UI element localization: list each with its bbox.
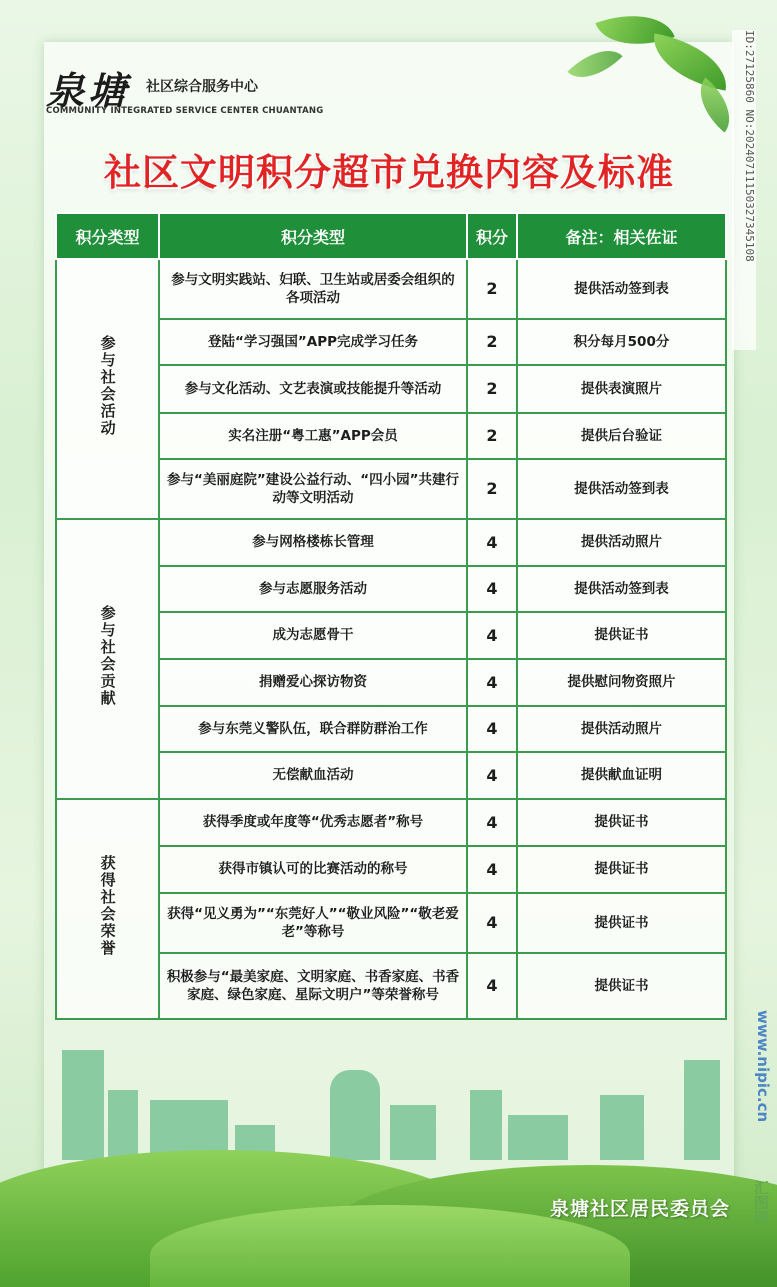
note-cell: 提供活动签到表 (517, 259, 726, 319)
skyline-building (600, 1095, 644, 1160)
watermark-id: ID:27125860 NO:20240711150327345108 (732, 30, 756, 350)
points-cell: 4 (467, 566, 517, 612)
skyline-building (684, 1060, 720, 1160)
header-points: 积分 (467, 213, 517, 259)
skyline-building (508, 1115, 568, 1160)
points-cell: 4 (467, 612, 517, 659)
header-category: 积分类型 (56, 213, 159, 259)
note-cell: 提供表演照片 (517, 365, 726, 413)
item-cell: 参与文化活动、文艺表演或技能提升等活动 (159, 365, 467, 413)
item-cell: 获得“见义勇为”“东莞好人”“敬业风险”“敬老爱老”等称号 (159, 893, 467, 953)
skyline-building (390, 1105, 436, 1160)
item-cell: 成为志愿骨干 (159, 612, 467, 659)
category-cell (56, 259, 159, 519)
item-cell: 积极参与“最美家庭、文明家庭、书香家庭、书香家庭、绿色家庭、星际文明户”等荣誉称号 (159, 953, 467, 1019)
note-cell: 提供慰问物资照片 (517, 659, 726, 706)
table-row (56, 799, 726, 846)
category-label: 参与社会活动 (98, 335, 117, 438)
note-cell: 提供证书 (517, 893, 726, 953)
skyline-building (62, 1050, 104, 1160)
category-label: 参与社会贡献 (98, 605, 117, 708)
note-cell: 提供证书 (517, 799, 726, 846)
table-header-row (56, 213, 726, 259)
item-cell: 实名注册“粤工惠”APP会员 (159, 413, 467, 459)
item-cell: 获得季度或年度等“优秀志愿者”称号 (159, 799, 467, 846)
note-cell: 积分每月500分 (517, 319, 726, 365)
table-row (56, 519, 726, 566)
footer-organization: 泉塘社区居民委员会 (549, 1198, 730, 1220)
points-cell: 4 (467, 953, 517, 1019)
category-label: 获得社会荣誉 (98, 855, 117, 958)
logo-title: 泉塘 (46, 68, 131, 113)
item-cell: 登陆“学习强国”APP完成学习任务 (159, 319, 467, 365)
points-cell: 4 (467, 659, 517, 706)
note-cell: 提供活动签到表 (517, 459, 726, 519)
points-table (55, 212, 727, 1020)
note-cell: 提供证书 (517, 953, 726, 1019)
item-cell: 参与志愿服务活动 (159, 566, 467, 612)
note-cell: 提供献血证明 (517, 752, 726, 799)
skyline-building (108, 1090, 138, 1160)
item-cell: 参与文明实践站、妇联、卫生站或居委会组织的各项活动 (159, 259, 467, 319)
page-title: 社区文明积分超市兑换内容及标准 (104, 151, 674, 194)
header-item: 积分类型 (159, 213, 467, 259)
item-cell: 捐赠爱心探访物资 (159, 659, 467, 706)
points-cell: 2 (467, 459, 517, 519)
watermark-nipic: www.nipic.cn (754, 1010, 772, 1123)
points-cell: 4 (467, 799, 517, 846)
points-cell: 2 (467, 413, 517, 459)
points-cell: 4 (467, 893, 517, 953)
note-cell: 提供证书 (517, 612, 726, 659)
points-cell: 4 (467, 706, 517, 752)
category-cell (56, 799, 159, 1019)
skyline-building (470, 1090, 502, 1160)
skyline-building (330, 1070, 380, 1160)
logo-english: COMMUNITY INTEGRATED SERVICE CENTER CHUANTANG (46, 106, 324, 116)
points-cell: 4 (467, 752, 517, 799)
item-cell: 获得市镇认可的比赛活动的称号 (159, 846, 467, 893)
watermark-huitu: 汇图网 (752, 1180, 770, 1225)
points-cell: 2 (467, 259, 517, 319)
item-cell: 无偿献血活动 (159, 752, 467, 799)
points-cell: 4 (467, 846, 517, 893)
points-cell: 2 (467, 319, 517, 365)
points-cell: 2 (467, 365, 517, 413)
logo-subtitle: 社区综合服务中心 (146, 79, 258, 95)
item-cell: 参与网格楼栋长管理 (159, 519, 467, 566)
note-cell: 提供后台验证 (517, 413, 726, 459)
header-note: 备注：相关佐证 (517, 213, 726, 259)
item-cell: 参与“美丽庭院”建设公益行动、“四小园”共建行动等文明活动 (159, 459, 467, 519)
note-cell: 提供活动照片 (517, 519, 726, 566)
note-cell: 提供活动签到表 (517, 566, 726, 612)
item-cell: 参与东莞义警队伍，联合群防群治工作 (159, 706, 467, 752)
points-cell: 4 (467, 519, 517, 566)
note-cell: 提供活动照片 (517, 706, 726, 752)
category-cell (56, 519, 159, 799)
note-cell: 提供证书 (517, 846, 726, 893)
table-row (56, 259, 726, 319)
